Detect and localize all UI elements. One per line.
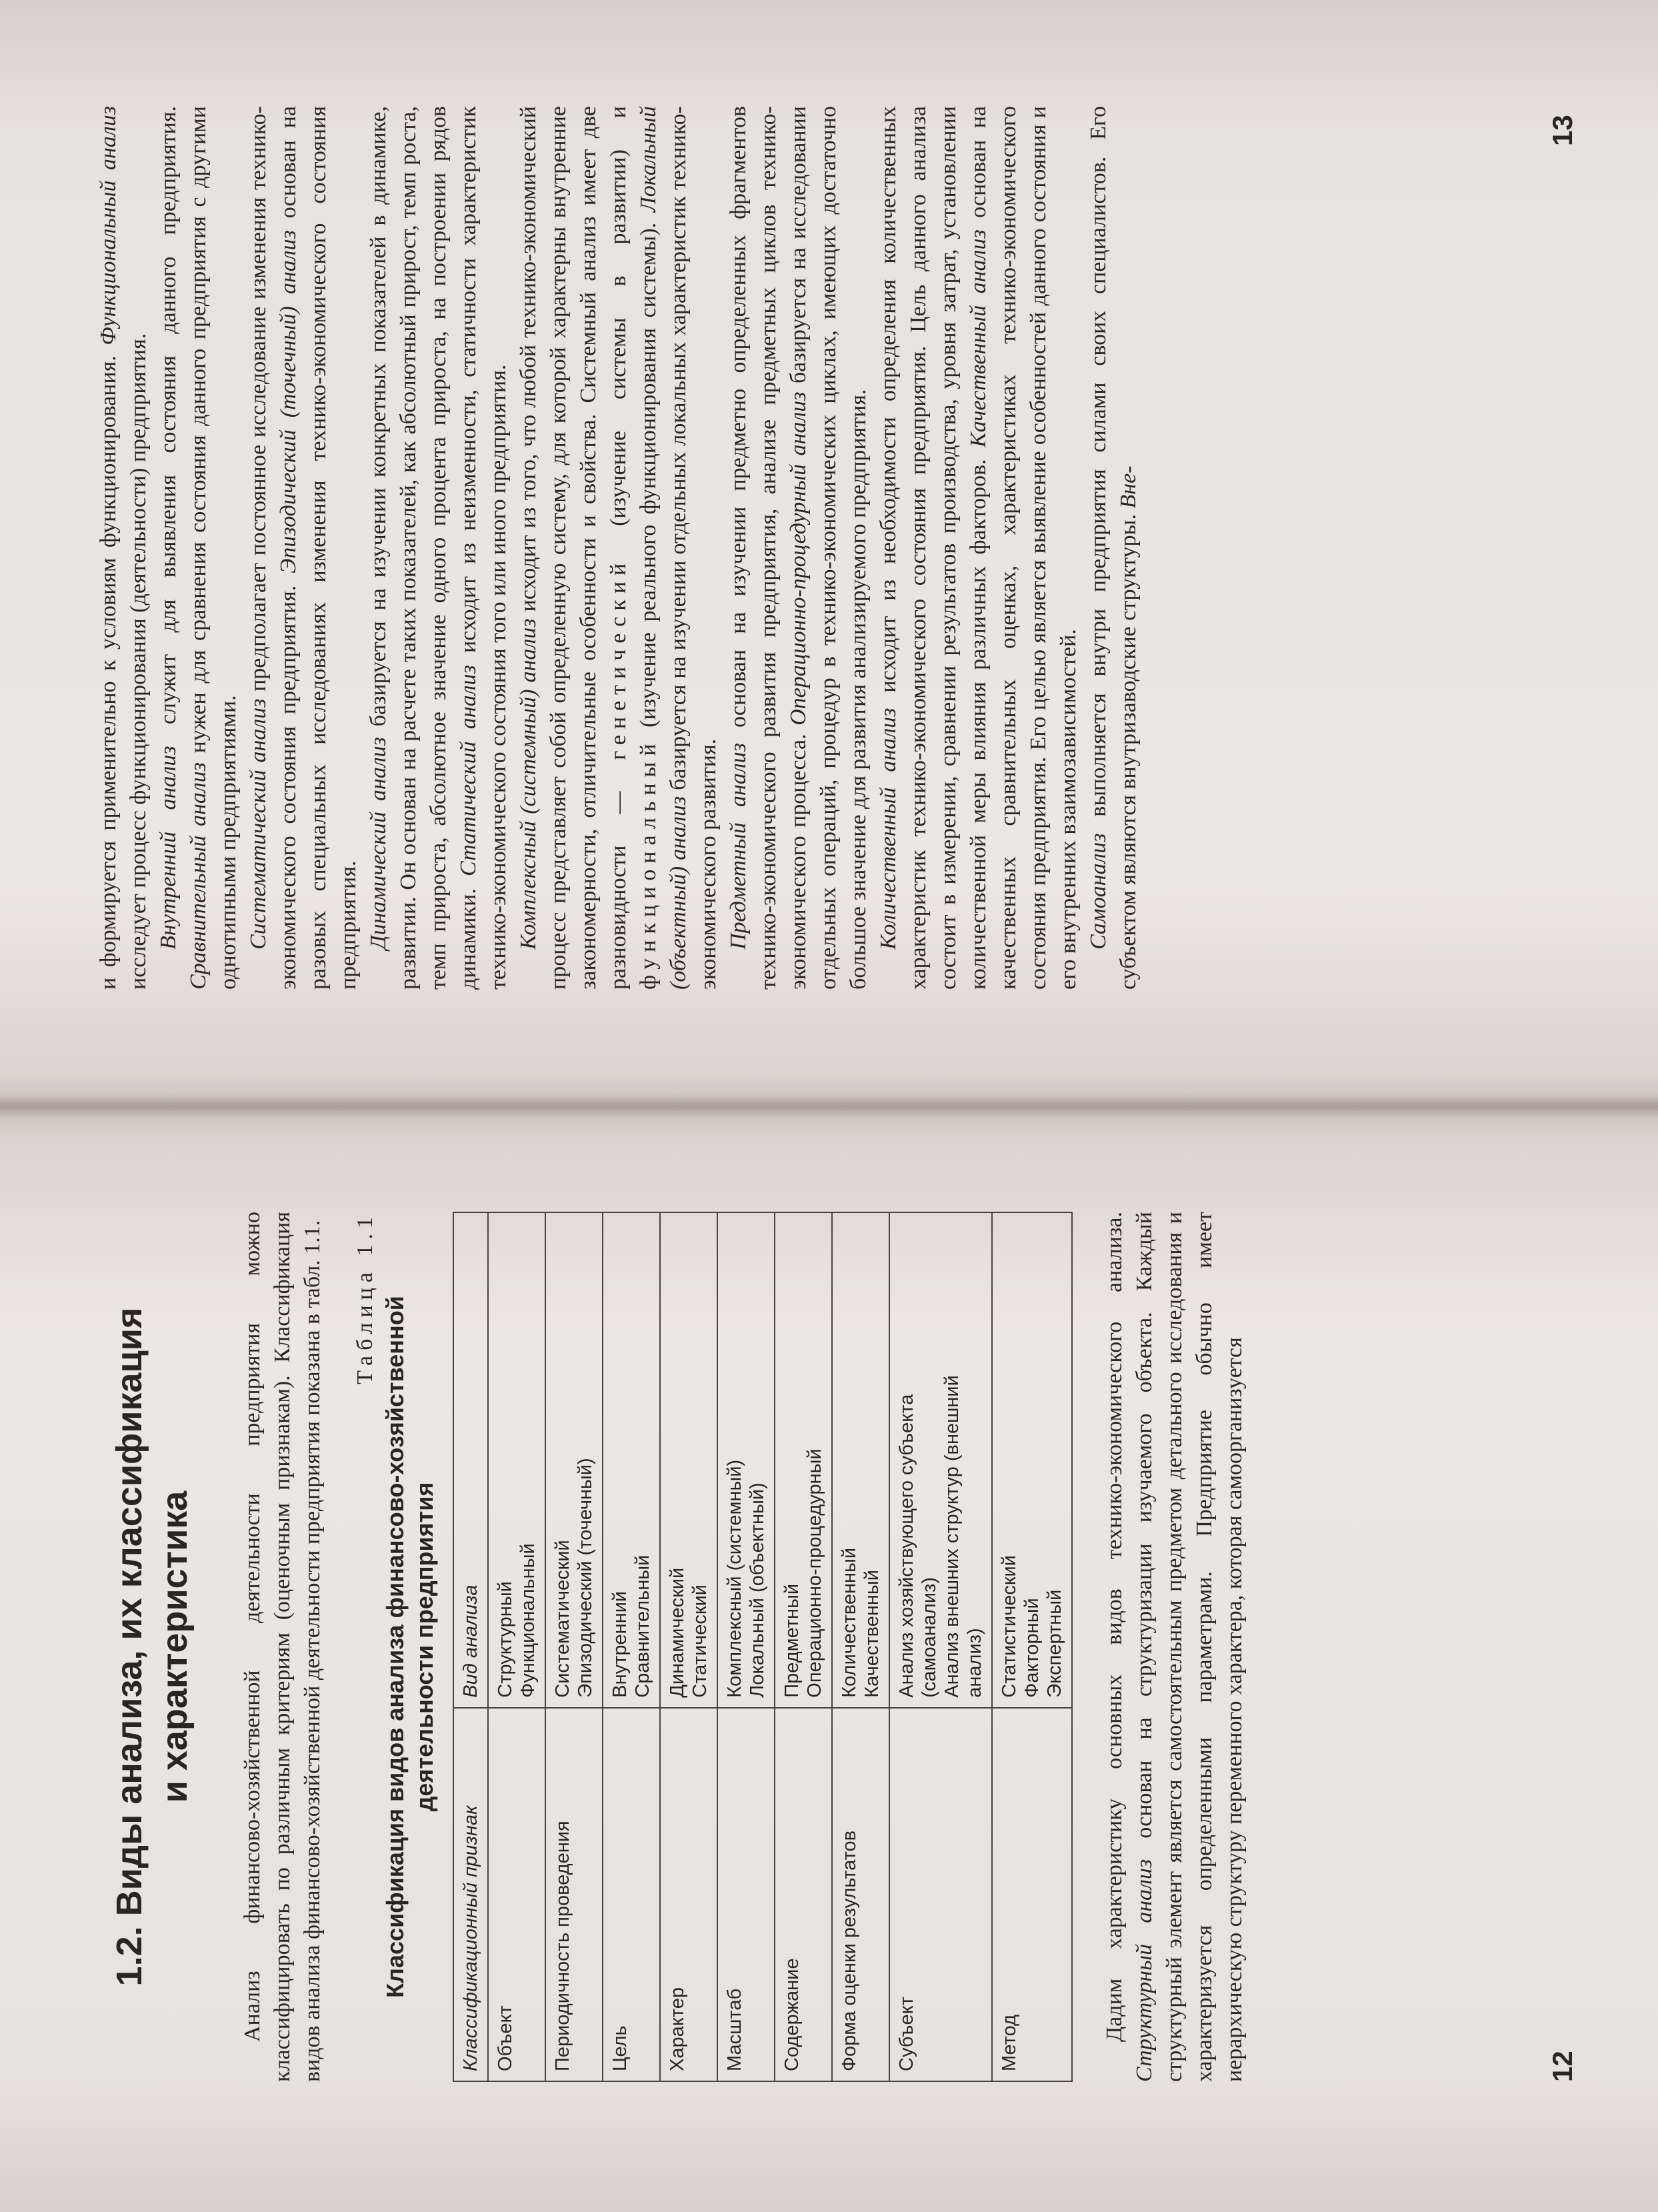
p6-text-b: основан на изучении предметно определенных фрагментов технико-экономического развития предприятия, анализе предметных циклов технико-экономического процесса. <box>726 105 811 990</box>
p6-text-d: базируется на исследовании отдельных операций, процедур в технико-экономических циклах, имеющих достаточно большое значение для развития анализируемого предприятия. <box>786 106 871 990</box>
p7-text-b: исходит из необходимости определения количественных характеристик технико-экономического состояния предприятия. Цель данного анализа состоит в измерении, сравнении результатов производства, уровня затрат, установлении количественной меры влияния различных факторов. <box>876 106 991 990</box>
paragraph-selfanalysis <box>1083 106 1143 990</box>
term-local: Локальный (объектный) анализ <box>636 106 691 990</box>
bottom-paragraph <box>1099 1212 1249 2082</box>
analysis-kind: Внутренний <box>609 1590 631 1698</box>
term-complex: Комплексный (системный) анализ <box>516 618 541 950</box>
analysis-kind: Структурный <box>495 1581 516 1698</box>
p5-text-h: базируется на изучении отдельных локальных характеристик технико-экономического развития. <box>666 106 721 990</box>
term-operational: Операционно-процедурный анализ <box>786 391 811 726</box>
analysis-kind: Анализ хозяйствующего субъекта <box>896 1394 917 1698</box>
paragraph-quantitative <box>873 106 1083 990</box>
analysis-kind: Сравнительный <box>632 1554 653 1698</box>
term-structural: Структурный анализ <box>1132 1859 1157 2082</box>
term-static: Статический анализ <box>456 665 481 877</box>
p2-text-d: нужен для сравнения состояния данного предприятия с другими однотипными предприятиями. <box>186 105 241 990</box>
analysis-kind: Комплексный (системный) <box>724 1459 745 1698</box>
term-quantitative: Количественный анализ <box>876 708 901 950</box>
table-body <box>488 1212 1072 2081</box>
table-number: Таблица 1.1 <box>353 1212 377 1384</box>
term-dynamic: Динамический анализ <box>366 737 391 950</box>
cell-feature: Субъект <box>889 1708 992 2081</box>
cell-kinds <box>832 1212 889 1708</box>
table-row <box>603 1212 660 2081</box>
page-12-column <box>107 1212 1249 2082</box>
paragraph-systematic <box>243 106 363 990</box>
analysis-kind: (самоанализ) <box>919 1577 940 1698</box>
cell-feature: Цель <box>603 1708 660 2081</box>
term-selfanalysis: Самоанализ <box>1086 833 1111 950</box>
paragraph-dynamic <box>363 106 513 990</box>
term-comparative: Сравнительный анализ <box>186 762 211 990</box>
term-episodic: Эпизодический (точечный) анализ <box>276 230 301 574</box>
cell-kinds <box>775 1212 832 1708</box>
table-row <box>992 1212 1072 2081</box>
section-heading-line-1: 1.2. Виды анализа, их классификация <box>109 1307 149 1987</box>
cell-feature: Характер <box>660 1708 717 2081</box>
paragraph-functional <box>93 106 153 990</box>
section-heading-line-2: и характеристика <box>155 1490 195 1803</box>
table-title-line-1: Классификация видов анализа финансово-хозяйственной <box>381 1296 409 1998</box>
p3-text-b: предполагает постоянное исследование изменения технико-экономического состояния предприятия. <box>246 106 301 990</box>
term-functional-spaced: функциональный <box>636 738 661 990</box>
table-title-line-2: деятельности предприятия <box>411 1482 438 1812</box>
p5-text-f: (изучение реального функционирования системы). <box>636 212 661 738</box>
term-functional: Функциональный анализ <box>96 106 121 345</box>
section-heading <box>107 1212 197 2082</box>
term-external-start: Вне- <box>1116 465 1141 509</box>
cell-feature: Форма оценки результатов <box>832 1708 889 2081</box>
analysis-kind: Статистический <box>999 1555 1020 1698</box>
paragraph-internal <box>153 106 243 990</box>
table-row <box>660 1212 717 2081</box>
term-internal: Внутренний анализ <box>156 746 181 950</box>
table-row <box>889 1212 992 2081</box>
table-row <box>717 1212 775 2081</box>
cell-feature: Метод <box>992 1708 1072 2081</box>
p5-text-b: исходит из того, что любой технико-экономический процесс представляет собой определенную систему, для которой характерны внутренние закономерности, отличительные особенности и свойства. Системный анализ имеет две разновидности — <box>516 105 631 990</box>
table-row <box>775 1212 832 2081</box>
analysis-kind: Предметный <box>781 1583 803 1698</box>
table-row <box>832 1212 889 2081</box>
header-kind: Вид анализа <box>453 1212 488 1708</box>
p1-text-c: исследует процесс функционирования (деятельности) предприятия. <box>126 333 151 990</box>
analysis-kind: анализ) <box>964 1628 985 1698</box>
analysis-kind: Количественный <box>839 1547 860 1698</box>
analysis-kind: Качественный <box>861 1570 883 1698</box>
term-genetic: генетический <box>606 557 631 760</box>
table-row <box>488 1212 545 2081</box>
page-number-13: 13 <box>1547 115 1578 146</box>
analysis-kind: Операционно-процедурный <box>804 1448 825 1698</box>
analysis-kind: Эпизодический (точечный) <box>575 1458 596 1698</box>
p1-text-a: и формируется применительно к условиям функционирования. <box>96 345 121 990</box>
p7-text-d: основан на качественных сравнительных оценках, характеристиках технико-экономического состояния предприятия. Его целью является выявление особенностей данного состояния и его внутренних взаимозависимостей. <box>966 106 1081 990</box>
cell-kinds <box>603 1212 660 1708</box>
analysis-kind: Локальный (объектный) <box>747 1482 768 1698</box>
analysis-kind: Анализ внешних структур (внешний <box>941 1375 963 1698</box>
paragraph-subject <box>723 106 873 990</box>
term-subject-analysis: Предметный анализ <box>726 743 751 950</box>
cell-kinds <box>889 1212 992 1708</box>
analysis-kind: Систематический <box>552 1540 573 1698</box>
analysis-kind: Динамический <box>667 1567 688 1698</box>
header-feature: Классификационный признак <box>453 1708 488 2081</box>
table-header-row <box>453 1212 488 2081</box>
analysis-kind: Факторный <box>1021 1598 1043 1698</box>
intro-paragraph: Анализ финансово-хозяйственной деятельности предприятия можно классифицировать по различным критериям (оценочным признакам). Классификация видов анализа финансово-хозяйственной деятельности предприятия показана в табл. 1.1. <box>240 1212 325 2082</box>
classification-table <box>453 1212 1073 2082</box>
p2-text-b: служит для выявления состояния данного предприятия. <box>156 106 181 746</box>
cell-kinds <box>545 1212 603 1708</box>
cell-feature: Периодичность проведения <box>545 1708 603 2081</box>
cell-kinds <box>992 1212 1072 1708</box>
paragraph-complex <box>513 106 723 990</box>
cell-feature: Объект <box>488 1708 545 2081</box>
bottom-text-2: основан на структуризации изучаемого объекта. Каждый структурный элемент является самостоятельным предметом детального исследования и характеризуется определенными параметрами. Предприятие обычно имеет иерархическую структуру переменного характера, которая самоорганизуется <box>1132 1212 1247 2082</box>
page-12 <box>0 1106 1658 2212</box>
p8-text-b: выполняется внутри предприятия силами своих специалистов. Его субъектом являются внутризаводские структуры. <box>1086 106 1141 990</box>
page-13-column <box>93 106 1143 990</box>
bottom-text-1: Дадим характеристику основных видов технико-экономического анализа. <box>1102 1212 1127 2042</box>
analysis-kind: Статический <box>689 1584 711 1698</box>
p4-text-d: исходит из неизменности, статичности характеристик технико-экономического состояния того или иного предприятия. <box>456 106 511 990</box>
table-title <box>381 1212 439 2082</box>
cell-feature: Содержание <box>775 1708 832 2081</box>
p3-text-d: основан на разовых специальных исследованиях изменения технико-экономического состояния предприятия. <box>276 105 361 990</box>
p4-text-b: базируется на изучении конкретных показателей в динамике, развитии. Он основан на расчете таких показателей, как абсолютный прирост, темп роста, темп прироста, абсолютное значение одного процента прироста, на построении рядов динамики. <box>366 106 481 990</box>
term-systematic: Систематический анализ <box>246 698 271 950</box>
page-number-12: 12 <box>1547 2051 1578 2082</box>
cell-kinds <box>488 1212 545 1708</box>
cell-kinds <box>717 1212 775 1708</box>
table-row <box>545 1212 603 2081</box>
cell-kinds <box>660 1212 717 1708</box>
cell-feature: Масштаб <box>717 1708 775 2081</box>
analysis-kind: Экспертный <box>1044 1589 1065 1698</box>
p5-text-d: (изучение системы в развитии) и <box>606 106 631 558</box>
term-qualitative: Качественный анализ <box>966 229 991 447</box>
analysis-kind: Функциональный <box>517 1543 539 1698</box>
